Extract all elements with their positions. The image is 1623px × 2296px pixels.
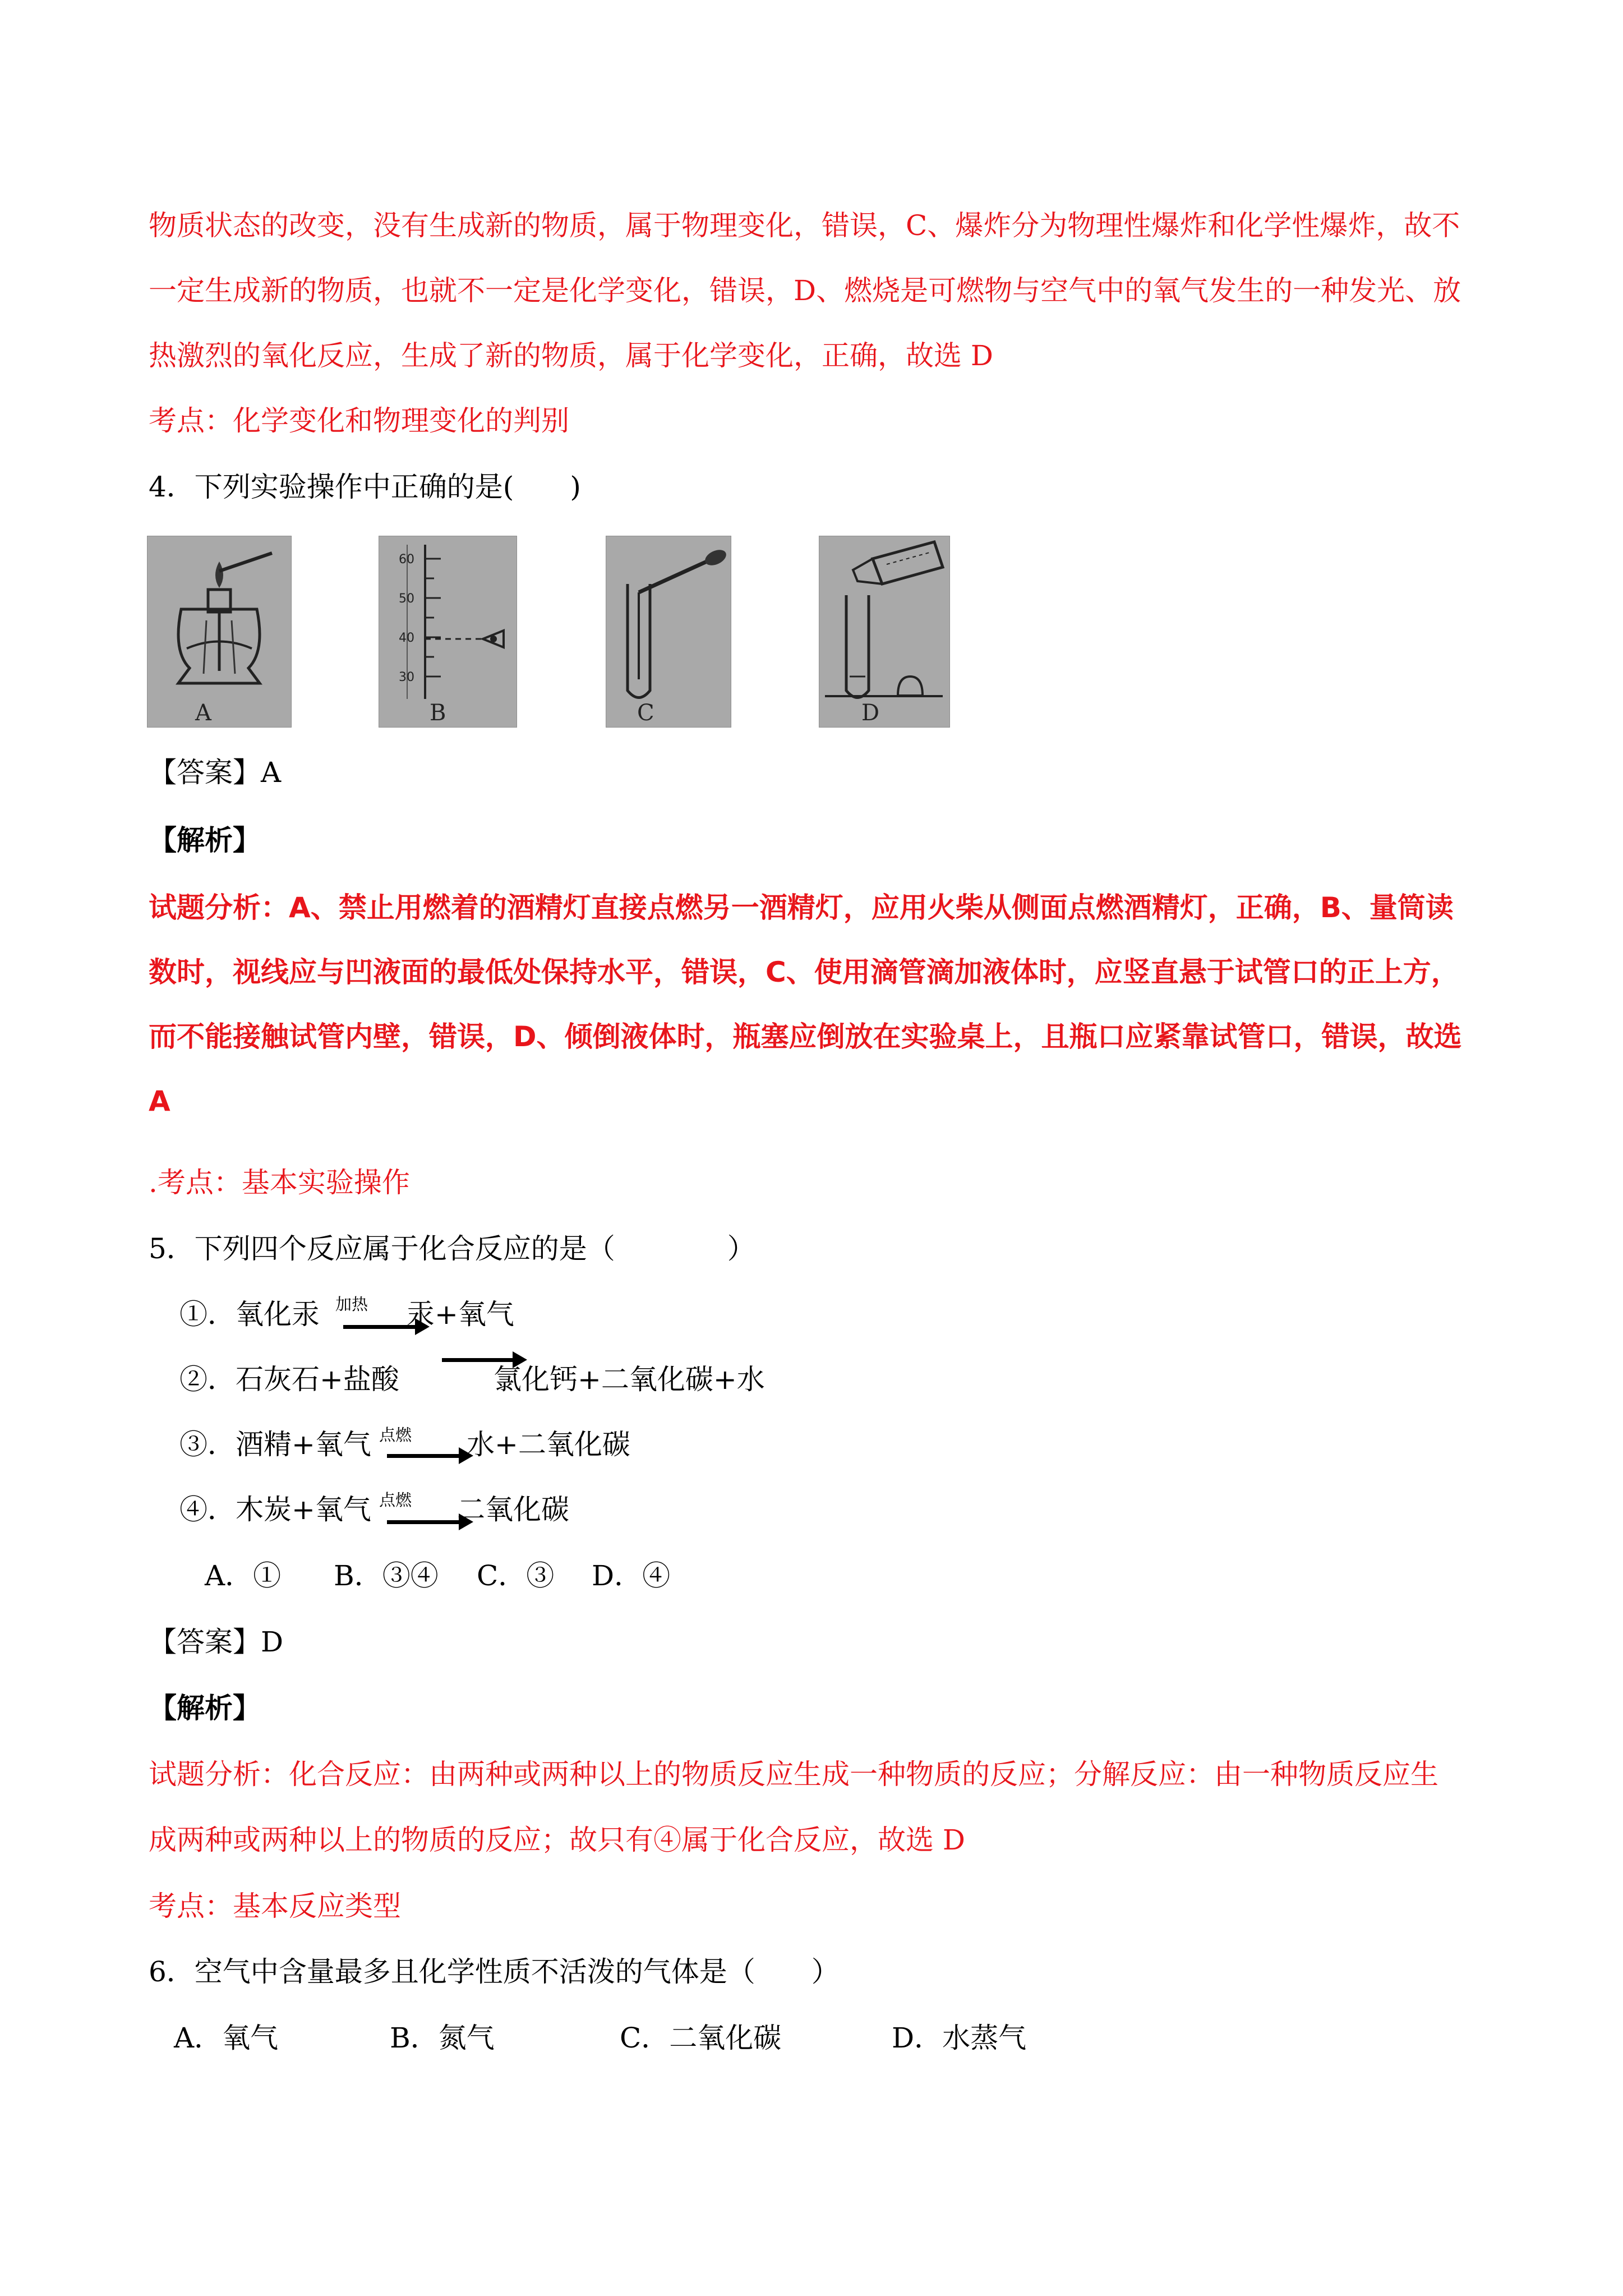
q5-reaction-3-arrow-icon: [387, 1454, 461, 1458]
q4-answer: 【答案】A: [149, 756, 282, 789]
q5-reaction-1-condition: 加热: [335, 1295, 368, 1314]
cylinder-tick-60: 60: [399, 553, 414, 567]
q4-stem: 4．下列实验操作中正确的是( ): [149, 471, 581, 503]
q4-analysis-line-2: 数时，视线应与凹液面的最低处保持水平，错误，C、使用滴管滴加液体时，应竖直悬于试管口的正上方，: [149, 956, 1459, 988]
figure-c-label: C: [637, 700, 654, 726]
q5-reaction-4-products: 二氧化碳: [457, 1493, 569, 1526]
figure-a-alcohol-lamp: [147, 536, 292, 728]
figure-b-label: B: [430, 700, 446, 726]
q6-option-a: A．氧气: [174, 2022, 279, 2054]
q4-kaodian: .考点：基本实验操作: [149, 1166, 410, 1199]
q6-option-d: D．水蒸气: [892, 2022, 1027, 2054]
cylinder-tick-40: 40: [399, 631, 414, 645]
q5-option-a: A．①: [205, 1559, 282, 1592]
figure-a-label: A: [195, 700, 211, 726]
q6-option-c: C．二氧化碳: [620, 2022, 782, 2054]
q5-reaction-2-products: 氯化钙+二氧化碳+水: [494, 1363, 765, 1396]
q5-reaction-2-arrow-icon: [442, 1358, 515, 1362]
q5-reaction-1-products: 汞+氧气: [407, 1298, 514, 1331]
figure-c-dropper: [606, 536, 731, 728]
q5-reaction-4-reactants: ④．木炭+氧气: [179, 1493, 371, 1526]
q5-reaction-3-reactants: ③．酒精+氧气: [179, 1428, 371, 1461]
q4-analysis-line-3: 而不能接触试管内壁，错误，D、倾倒液体时，瓶塞应倒放在实验桌上，且瓶口应紧靠试管口，错误，故选: [149, 1020, 1462, 1053]
q5-answer: 【答案】D: [149, 1626, 284, 1658]
q6-option-b: B．氮气: [390, 2022, 495, 2054]
q5-reaction-4-arrow-icon: [387, 1520, 461, 1524]
q5-option-c: C．③: [477, 1559, 555, 1592]
q4-analysis-line-4: A: [149, 1085, 170, 1117]
figure-d-label: D: [861, 700, 880, 726]
cylinder-tick-50: 50: [399, 592, 414, 606]
figure-b-graduated-cylinder: [379, 536, 517, 728]
q5-option-d: D．④: [592, 1559, 671, 1592]
q5-option-b: B．③④: [334, 1559, 439, 1592]
q5-reaction-1-reactants: ①．氧化汞: [179, 1298, 320, 1331]
figure-d-pouring-liquid: [819, 536, 950, 728]
q5-analysis-heading: 【解析】: [149, 1691, 261, 1724]
q3-analysis-line-2: 一定生成新的物质，也就不一定是化学变化，错误，D、燃烧是可燃物与空气中的氧气发生的一种发光、放: [149, 274, 1461, 307]
cylinder-tick-30: 30: [399, 670, 414, 684]
q3-analysis-line-1: 物质状态的改变，没有生成新的物质，属于物理变化，错误，C、爆炸分为物理性爆炸和化学性爆炸，故不: [149, 209, 1460, 242]
q5-reaction-2-reactants: ②．石灰石+盐酸: [179, 1363, 399, 1396]
q5-reaction-3-condition: 点燃: [379, 1425, 412, 1444]
q5-analysis-line-1: 试题分析：化合反应：由两种或两种以上的物质反应生成一种物质的反应；分解反应：由一种物质反应生: [149, 1758, 1438, 1791]
q4-analysis-line-1: 试题分析：A、禁止用燃着的酒精灯直接点燃另一酒精灯，应用火柴从侧面点燃酒精灯，正确，B、量筒读: [149, 891, 1454, 924]
q3-kaodian: 考点：化学变化和物理变化的判别: [149, 404, 569, 437]
q3-analysis-line-3: 热激烈的氧化反应，生成了新的物质，属于化学变化，正确，故选 D: [149, 339, 993, 372]
q5-analysis-line-2: 成两种或两种以上的物质的反应；故只有④属于化合反应，故选 D: [149, 1824, 965, 1856]
q5-reaction-4-condition: 点燃: [379, 1490, 412, 1510]
q6-stem: 6．空气中含量最多且化学性质不活泼的气体是（ ）: [149, 1955, 840, 1988]
q5-kaodian: 考点：基本反应类型: [149, 1890, 401, 1922]
q5-stem: 5．下列四个反应属于化合反应的是（ ）: [149, 1232, 755, 1265]
q5-reaction-3-products: 水+二氧化碳: [467, 1428, 630, 1461]
q4-analysis-heading: 【解析】: [149, 823, 261, 857]
